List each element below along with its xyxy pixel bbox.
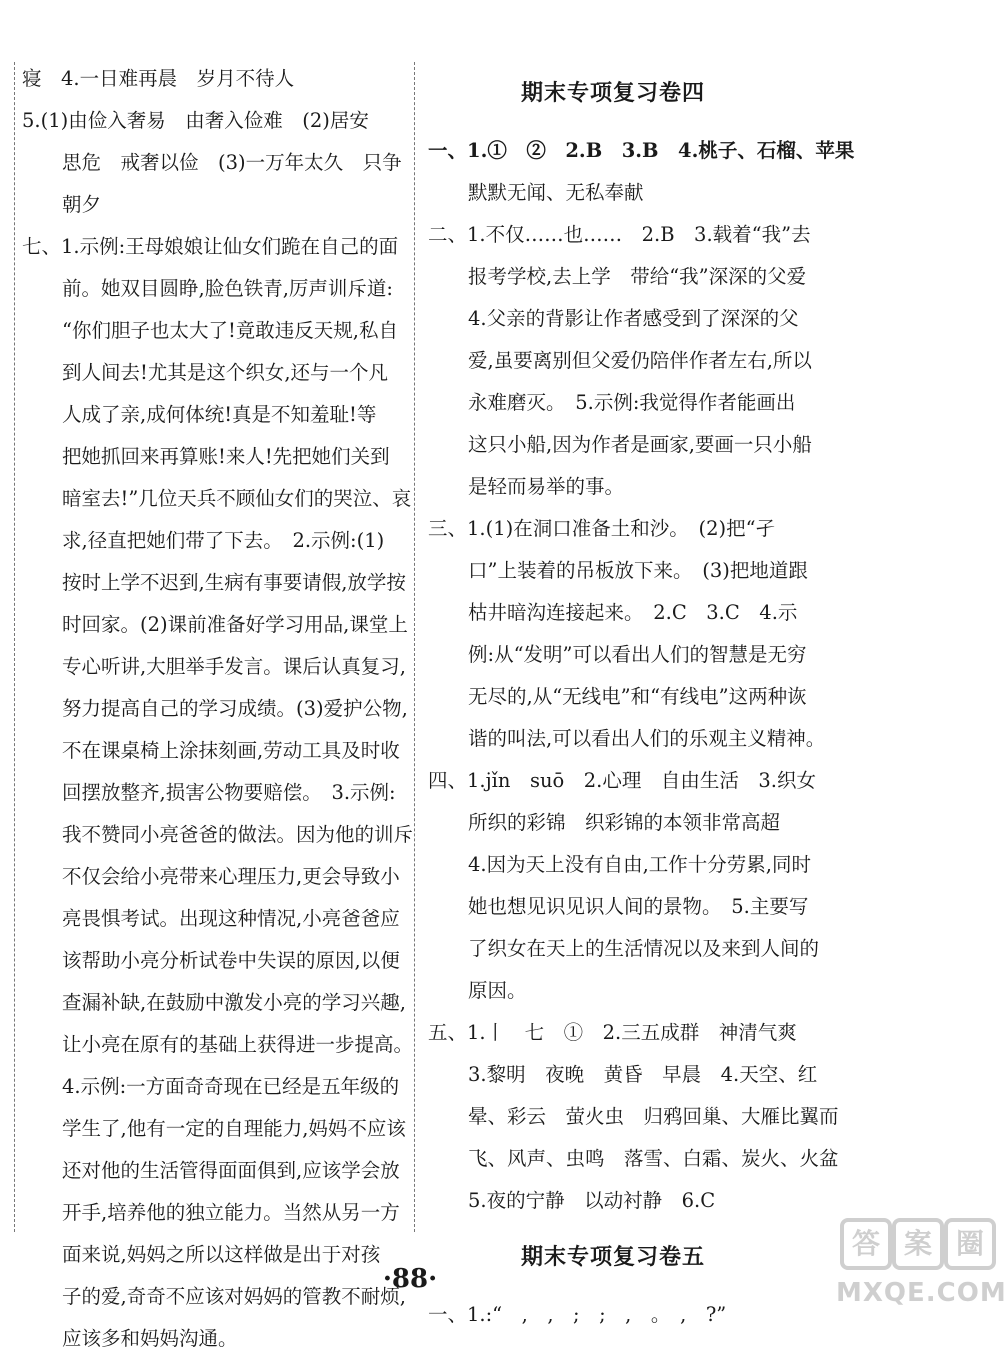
answer-line: 到人间去!尤其是这个织女,还与一个凡	[62, 361, 389, 384]
answer-line: 专心听讲,大胆举手发言。课后认真复习,	[62, 655, 406, 678]
answer-line: 人成了亲,成何体统!真是不知羞耻!等	[62, 403, 377, 426]
answer-line: 所织的彩锦 织彩锦的本领非常高超	[468, 811, 781, 834]
answer-line: 面来说,妈妈之所以这样做是出于对孩	[62, 1243, 381, 1266]
answer-line: 是轻而易举的事。	[468, 475, 625, 498]
answer-line: 了织女在天上的生活情况以及来到人间的	[468, 937, 820, 960]
answer-line: 四、1.jǐn suō 2.心理 自由生活 3.织女	[428, 769, 816, 792]
left-margin-rule	[14, 62, 15, 1232]
answer-line: 应该多和妈妈沟通。	[62, 1327, 238, 1350]
right-column	[428, 58, 855, 1336]
answer-line: 二、1.不仅……也…… 2.B 3.载着“我”去	[428, 223, 811, 246]
answer-line: 该帮助小亮分析试卷中失误的原因,以便	[62, 949, 400, 972]
answer-line: 时回家。(2)课前准备好学习用品,课堂上	[62, 613, 408, 636]
answer-line: 暗室去!”几位天兵不顾仙女们的哭泣、哀	[62, 487, 412, 510]
answer-line: 让小亮在原有的基础上获得进一步提高。	[62, 1033, 414, 1056]
answer-line: 一、1.:“ , , ; ; , 。 , ?”	[428, 1303, 727, 1326]
answer-line: 3.黎明 夜晚 黄昏 早晨 4.天空、红	[468, 1063, 818, 1086]
answer-line: 她也想见识见识人间的景物。 5.主要写	[468, 895, 809, 918]
answer-line: 飞、风声、虫鸣 落雪、白霜、炭火、火盆	[468, 1147, 839, 1170]
answer-line: 晕、彩云 萤火虫 归鸦回巢、大雁比翼而	[468, 1105, 839, 1128]
answer-line: 一、1.① ② 2.B 3.B 4.桃子、石榴、苹果	[428, 139, 855, 162]
answer-line: 前。她双目圆睁,脸色铁青,厉声训斥道:	[62, 277, 393, 300]
answer-line: 按时上学不迟到,生病有事要请假,放学按	[62, 571, 406, 594]
watermark-url: MXQE.COM	[836, 1278, 1007, 1308]
answer-line: 无尽的,从“无线电”和“有线电”这两种诙	[468, 685, 807, 708]
answer-line: 例:从“发明”可以看出人们的智慧是无穷	[468, 643, 807, 666]
answer-line: “你们胆子也太大了!竟敢违反天规,私自	[62, 319, 399, 342]
answer-line: 5.夜的宁静 以动衬静 6.C	[468, 1189, 716, 1212]
answer-line: 口”上装着的吊板放下来。 (3)把地道跟	[468, 559, 808, 582]
answer-line: 思危 戒奢以俭 (3)一万年太久 只争	[62, 151, 402, 174]
answer-line: 回摆放整齐,损害公物要赔偿。 3.示例:	[62, 781, 396, 804]
answer-line: 报考学校,去上学 带给“我”深深的父爱	[468, 265, 807, 288]
answer-line: 把她抓回来再算账!来人!先把她们关到	[62, 445, 390, 468]
answer-line: 五、1.丨 七 ① 2.三五成群 神清气爽	[428, 1021, 797, 1044]
answer-line: 三、1.(1)在洞口准备土和沙。 (2)把“孑	[428, 517, 776, 540]
answer-line: 不在课桌椅上涂抹刻画,劳动工具及时收	[62, 739, 400, 762]
answer-line: 默默无闻、无私奉献	[468, 181, 644, 204]
section-title-4: 期末专项复习卷四	[520, 81, 705, 106]
answer-line: 寝 4.一日难再晨 岁月不待人	[22, 67, 295, 90]
answer-line: 我不赞同小亮爸爸的做法。因为他的训斥	[62, 823, 414, 846]
answer-line: 永难磨灭。 5.示例:我觉得作者能画出	[468, 391, 796, 414]
watermark-logo	[836, 1218, 1007, 1318]
answer-line: 求,径直把她们带了下去。 2.示例:(1)	[62, 529, 385, 552]
answer-line: 5.(1)由俭入奢易 由奢入俭难 (2)居安	[22, 109, 369, 132]
answer-line: 4.示例:一方面奇奇现在已经是五年级的	[62, 1075, 400, 1098]
answer-line: 还对他的生活管得面面俱到,应该学会放	[62, 1159, 400, 1182]
answer-line: 谐的叫法,可以看出人们的乐观主义精神。	[468, 727, 826, 750]
answer-line: 开手,培养他的独立能力。当然从另一方	[62, 1201, 400, 1224]
watermark-char: 圈	[944, 1218, 996, 1270]
page-number: ·88·	[382, 1264, 438, 1294]
answer-line: 不仅会给小亮带来心理压力,更会导致小	[62, 865, 400, 888]
watermark-char: 答	[840, 1218, 892, 1270]
answer-line: 亮畏惧考试。出现这种情况,小亮爸爸应	[62, 907, 400, 930]
column-divider	[414, 62, 415, 1232]
answer-line: 4.父亲的背影让作者感受到了深深的父	[468, 307, 799, 330]
answer-line: 爱,虽要离别但父爱仍陪伴作者左右,所以	[468, 349, 812, 372]
answer-line: 七、1.示例:王母娘娘让仙女们跪在自己的面	[22, 235, 399, 258]
answer-line: 朝夕	[62, 193, 102, 216]
answer-line: 4.因为天上没有自由,工作十分劳累,同时	[468, 853, 812, 876]
answer-line: 这只小船,因为作者是画家,要画一只小船	[468, 433, 812, 456]
section-title-5: 期末专项复习卷五	[520, 1245, 705, 1270]
answer-line: 子的爱,奇奇不应该对妈妈的管教不耐烦,	[62, 1285, 406, 1308]
answer-line: 枯井暗沟连接起来。 2.C 3.C 4.示	[468, 601, 798, 624]
answer-line: 学生了,他有一定的自理能力,妈妈不应该	[62, 1117, 406, 1140]
answer-line: 原因。	[468, 979, 527, 1002]
answer-line: 查漏补缺,在鼓励中激发小亮的学习兴趣,	[62, 991, 406, 1014]
answer-line: 努力提高自己的学习成绩。(3)爱护公物,	[62, 697, 408, 720]
watermark-char: 案	[892, 1218, 944, 1270]
